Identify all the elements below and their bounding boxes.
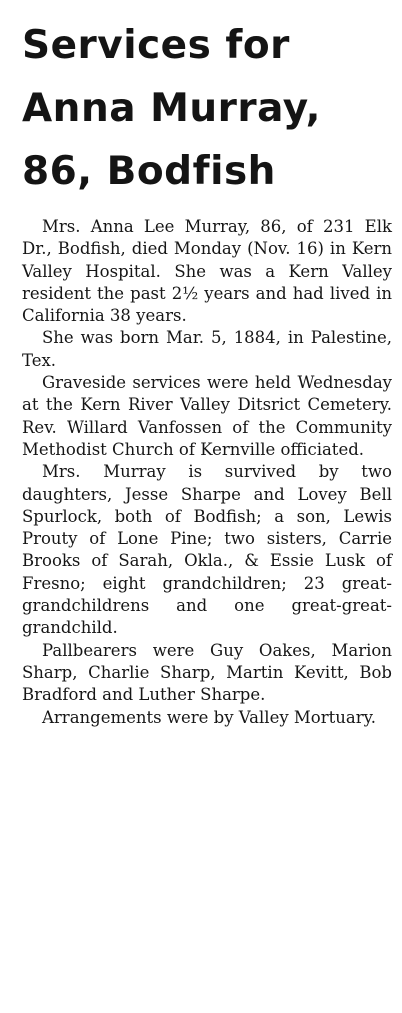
headline-line: Services for	[22, 23, 290, 68]
headline-line: 86, Bodfish	[22, 149, 276, 194]
article-body	[22, 216, 392, 729]
headline	[22, 14, 392, 203]
paragraph-arrangements: Arrangements were by Valley Mortuary.	[42, 707, 376, 727]
paragraph-pallbearers: Pallbearers were Guy Oakes, Marion Sharp, Charlie Sharp, Martin Kevitt, Bob Bradford and Luther Sharpe.	[22, 640, 392, 705]
paragraph-survivors: Mrs. Murray is survived by two daughters, Jesse Sharpe and Lovey Bell Spurlock, both of Bodfish; a son, Lewis Prouty of Lone Pine; two sisters, Carrie Brooks of Sarah, Okla., & Essie Lusk of Fresno; eight grandchildren; 23 great-grandchildrens and one great-great-grandchild.	[22, 462, 392, 638]
paragraph-birth: She was born Mar. 5, 1884, in Palestine, Tex.	[22, 328, 392, 370]
paragraph-death-notice: Mrs. Anna Lee Murray, 86, of 231 Elk Dr., Bodfish, died Monday (Nov. 16) in Kern Valley Hospital. She was a Kern Valley resident the past 2½ years and had lived in California 38 years.	[22, 217, 392, 326]
paragraph-services: Graveside services were held Wednesday at the Kern River Valley Ditsrict Cemetery. Rev. Willard Vanfossen of the Community Methodist Church of Kernville officiated.	[22, 373, 392, 459]
headline-line: Anna Murray,	[22, 86, 321, 131]
